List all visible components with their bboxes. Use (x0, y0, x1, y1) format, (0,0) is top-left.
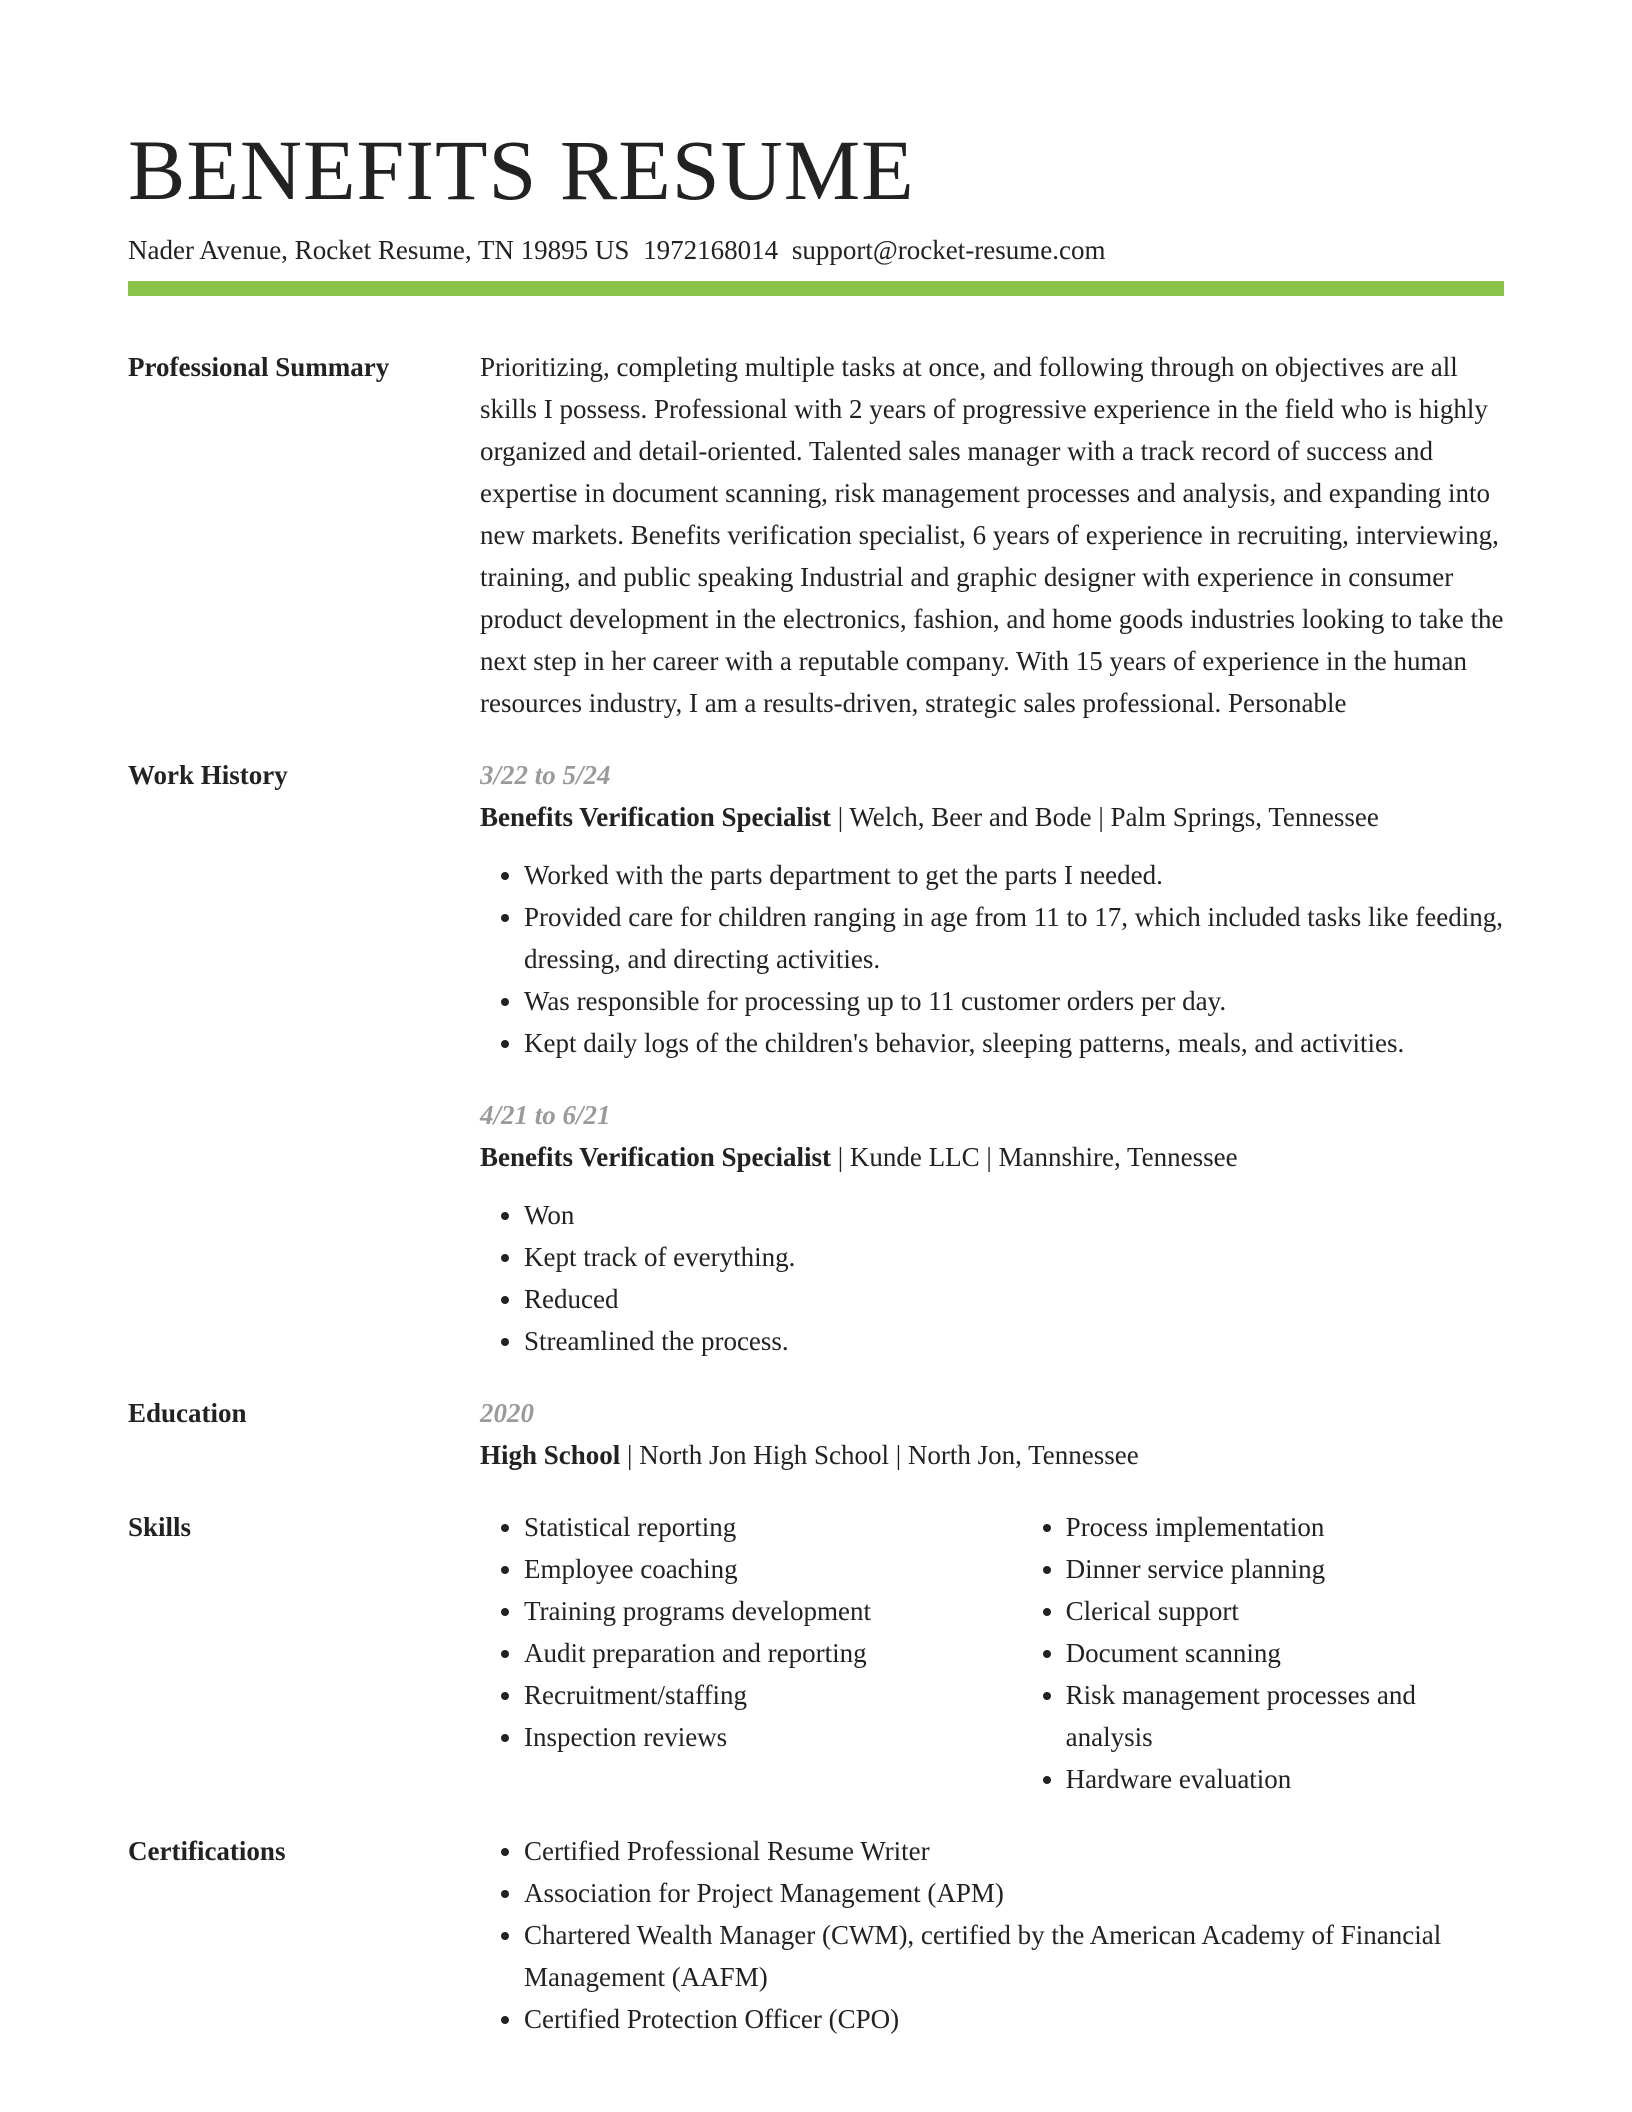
skill-item: • Training programs development (524, 1590, 1022, 1632)
certification-item: • Certified Professional Resume Writer (524, 1830, 1504, 1872)
skill-item: • Process implementation (1066, 1506, 1504, 1548)
education-year: 2020 (480, 1398, 534, 1428)
contact-phone: 1972168014 (643, 235, 779, 265)
list-item: • Kept daily logs of the children's behavior, sleeping patterns, meals, and activities. (524, 1022, 1504, 1064)
list-item: • Provided care for children ranging in age from 11 to 17, which included tasks like feeding, dressing, and directing activities. (524, 896, 1504, 980)
skill-item: • Employee coaching (524, 1548, 1022, 1590)
skills-column-left (480, 1506, 1022, 1800)
section-label-summary: Professional Summary (128, 352, 390, 382)
skill-item: • Audit preparation and reporting (524, 1632, 1022, 1674)
certification-item: • Association for Project Management (APM) (524, 1872, 1504, 1914)
job-details: | Welch, Beer and Bode | Palm Springs, Tennessee (830, 802, 1379, 832)
skill-item: • Risk management processes and analysis (1066, 1674, 1504, 1758)
skills-grid (480, 1506, 1504, 1800)
list-item: • Won (524, 1194, 1504, 1236)
education-line (480, 1434, 1504, 1476)
job-title-line (480, 796, 1504, 838)
certifications-section (128, 1830, 1504, 2040)
list-item: • Reduced (524, 1278, 1504, 1320)
certifications-list (480, 1830, 1504, 2040)
list-item: • Streamlined the process. (524, 1320, 1504, 1362)
certification-item: • Chartered Wealth Manager (CWM), certified by the American Academy of Financial Management (AAFM) (524, 1914, 1504, 1998)
job-details: | Kunde LLC | Mannshire, Tennessee (830, 1142, 1238, 1172)
work-history-section (128, 754, 1504, 1362)
section-label-certifications: Certifications (128, 1836, 286, 1866)
skill-item: • Recruitment/staffing (524, 1674, 1022, 1716)
skill-item: • Dinner service planning (1066, 1548, 1504, 1590)
list-item: • Was responsible for processing up to 11 customer orders per day. (524, 980, 1504, 1022)
summary-text: Prioritizing, completing multiple tasks at once, and following through on objectives are all skills I possess. Professional with 2 years of progressive experience in the field who is highly organized and detail-oriented. Talented sales manager with a track record of success and expertise in document scanning, risk management processes and analysis, and expanding into new markets. Benefits verification specialist, 6 years of experience in recruiting, interviewing, training, and public speaking Industrial and graphic designer with experience in consumer product development in the electronics, fashion, and home goods industries looking to take the next step in her career with a reputable company. With 15 years of experience in the human resources industry, I am a results-driven, strategic sales professional. Personable (480, 352, 1504, 718)
education-details: | North Jon High School | North Jon, Tennessee (620, 1440, 1139, 1470)
job-bullets (480, 854, 1504, 1064)
section-label-skills: Skills (128, 1512, 192, 1542)
list-item: • Kept track of everything. (524, 1236, 1504, 1278)
skill-item: • Clerical support (1066, 1590, 1504, 1632)
resume-page (128, 120, 1504, 2040)
job-title-line (480, 1136, 1504, 1178)
contact-email[interactable]: support@rocket-resume.com (791, 235, 1106, 265)
education-section (128, 1392, 1504, 1476)
certifications-body (480, 1830, 1504, 2040)
job-dates: 3/22 to 5/24 (480, 760, 611, 790)
job-title: Benefits Verification Specialist (480, 1142, 831, 1172)
skills-section (128, 1506, 1504, 1800)
resume-name: BENEFITS RESUME (128, 122, 915, 218)
job-title: Benefits Verification Specialist (480, 802, 831, 832)
summary-section (128, 346, 1504, 724)
contact-address: Nader Avenue, Rocket Resume, TN 19895 US (128, 235, 630, 265)
job-dates: 4/21 to 6/21 (480, 1100, 611, 1130)
header-divider (128, 281, 1504, 296)
list-item: • Worked with the parts department to get the parts I needed. (524, 854, 1504, 896)
work-history-body (480, 754, 1504, 1362)
contact-line (128, 230, 1504, 270)
section-label-education: Education (128, 1398, 247, 1428)
skill-item: • Document scanning (1066, 1632, 1504, 1674)
skill-item: • Hardware evaluation (1066, 1758, 1504, 1800)
education-degree: High School (480, 1440, 621, 1470)
skill-item: • Statistical reporting (524, 1506, 1022, 1548)
education-body (480, 1392, 1504, 1476)
certification-item: • Certified Protection Officer (CPO) (524, 1998, 1504, 2040)
job-entry (480, 754, 1504, 1064)
skills-column-right (1022, 1506, 1504, 1800)
section-label-work-history: Work History (128, 760, 288, 790)
job-entry (480, 1094, 1504, 1362)
job-bullets (480, 1194, 1504, 1362)
skill-item: • Inspection reviews (524, 1716, 1022, 1758)
